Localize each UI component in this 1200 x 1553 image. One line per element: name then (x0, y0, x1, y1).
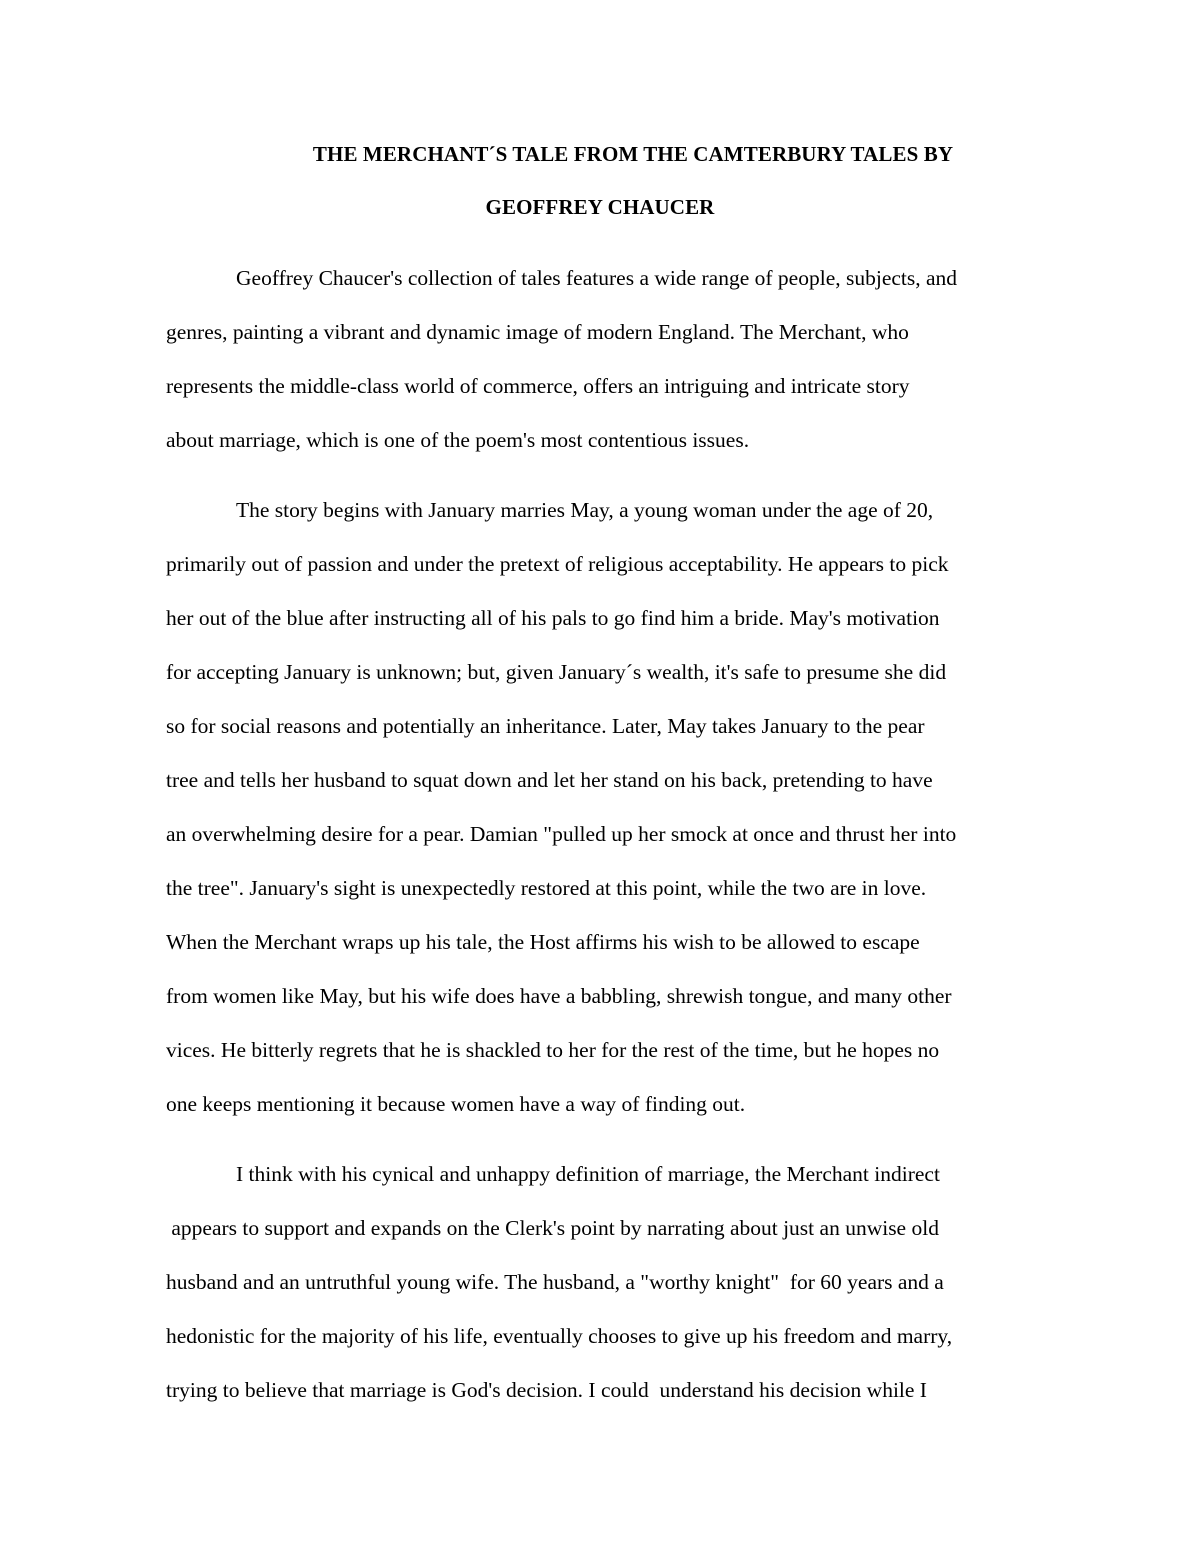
paragraph-2-line-5: so for social reasons and potentially an inheritance. Later, May takes January to the pear (166, 714, 925, 738)
paragraph-1-line-2: genres, painting a vibrant and dynamic image of modern England. The Merchant, who (166, 320, 909, 344)
paragraph-2-line-2: primarily out of passion and under the pretext of religious acceptability. He appears to pick (166, 552, 949, 576)
paragraph-3-line-3: husband and an untruthful young wife. The husband, a "worthy knight" for 60 years and a (166, 1270, 944, 1294)
paragraph-2-line-1: The story begins with January marries May, a young woman under the age of 20, (236, 498, 934, 522)
paragraph-1-line-1: Geoffrey Chaucer's collection of tales features a wide range of people, subjects, and (236, 266, 958, 290)
paragraph-1-line-4: about marriage, which is one of the poem's most contentious issues. (166, 428, 750, 452)
paragraph-2-line-6: tree and tells her husband to squat down and let her stand on his back, pretending to have (166, 768, 933, 792)
paragraph-3-line-2: appears to support and expands on the Clerk's point by narrating about just an unwise old (166, 1216, 939, 1240)
paragraph-2-line-12: one keeps mentioning it because women have a way of finding out. (166, 1092, 746, 1116)
paragraph-2-line-11: vices. He bitterly regrets that he is shackled to her for the rest of the time, but he hopes no (166, 1038, 940, 1062)
paragraph-3-line-1: I think with his cynical and unhappy definition of marriage, the Merchant indirect (236, 1162, 940, 1186)
paragraph-2-line-8: the tree". January's sight is unexpectedly restored at this point, while the two are in love. (166, 876, 927, 900)
paragraph-2-line-9: When the Merchant wraps up his tale, the Host affirms his wish to be allowed to escape (166, 930, 920, 954)
paragraph-2-line-10: from women like May, but his wife does have a babbling, shrewish tongue, and many other (166, 984, 952, 1008)
paragraph-2-line-7: an overwhelming desire for a pear. Damian "pulled up her smock at once and thrust her into (166, 822, 957, 846)
paragraph-2-line-3: her out of the blue after instructing all of his pals to go find him a bride. May's motivation (166, 606, 940, 630)
paragraph-3-line-4: hedonistic for the majority of his life, eventually chooses to give up his freedom and marry, (166, 1324, 953, 1348)
title-line-1: THE MERCHANT´S TALE FROM THE CAMTERBURY TALES BY (312, 142, 954, 166)
paragraph-3-line-5: trying to believe that marriage is God's decision. I could understand his decision while I (166, 1378, 927, 1402)
paragraph-1-line-3: represents the middle-class world of commerce, offers an intriguing and intricate story (166, 374, 910, 398)
title-line-2: GEOFFREY CHAUCER (485, 195, 715, 219)
paragraph-2-line-4: for accepting January is unknown; but, given January´s wealth, it's safe to presume she did (166, 660, 947, 684)
